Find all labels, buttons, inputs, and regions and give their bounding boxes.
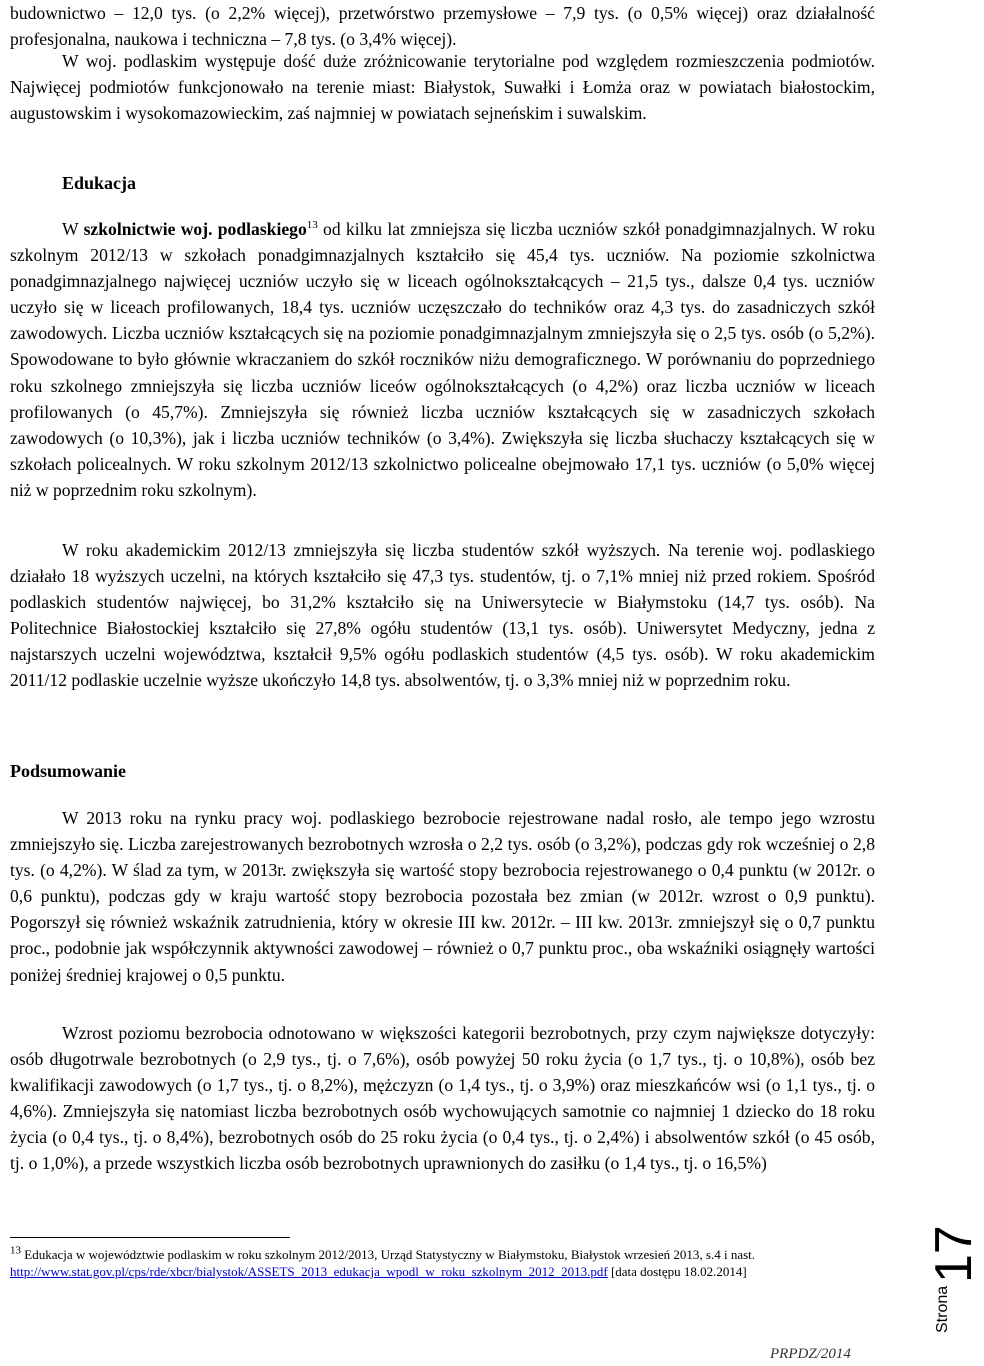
footnote-text: Edukacja w województwie podlaskim w roku szkolnym 2012/2013, Urząd Statystyczny w Białymstoku, Białystok wrzesień 2013, s.4 i nast. bbox=[21, 1247, 756, 1262]
paragraph-higher-education: W roku akademickim 2012/13 zmniejszyła się liczba studentów szkół wyższych. Na terenie woj. podlaskiego działało 18 wyższych uczelni, na których kształciło się 47,3 tys. studentów, tj. o 7,1% mniej niż przed rokiem. Spośród podlaskich studentów najwięcej, bo 31,2% kształciło się na Uniwersytecie w Białymstoku (14,7 tys. osób). Na Politechnice Białostockiej kształciło się 27,8% ogółu studentów (13,1 tys. osób). Uniwersytet Medyczny, jedna z najstarszych uczelni województwa, kształcił 9,5% ogółu podlaskich studentów (4,5 tys. osób). W roku akademickim 2011/12 podlaskie uczelnie wyższe ukończyło 14,8 tys. absolwentów, tj. o 3,3% mniej niż w poprzednim roku. bbox=[10, 540, 875, 691]
footnote-link[interactable]: http://www.stat.gov.pl/cps/rde/xbcr/bialystok/ASSETS_2013_edukacja_wpodl_w_roku_szkolnym_2012_2013.pdf bbox=[10, 1264, 608, 1279]
paragraph-summary-2: Wzrost poziomu bezrobocia odnotowano w większości kategorii bezrobotnych, przy czym największe dotyczyły: osób długotrwale bezrobotnych (o 2,9 tys., tj. o 7,6%), osób powyżej 50 roku życia (o 1,7 tys., tj. o 10,8%), osób bez kwalifikacji zawodowych (o 1,7 tys., tj. o 8,2%), mężczyzn (o 1,4 tys., tj. o 3,9%) oraz mieszkańców wsi (o 1,1 tys., tj. o 4,6%). Zmniejszyła się natomiast liczba bezrobotnych osób wychowujących samotnie co najmniej 1 dziecko do 18 roku życia (o 0,4 tys., tj. o 8,4%), bezrobotnych osób do 25 roku życia (o 0,4 tys., tj. o 2,4%) i absolwentów szkół (o 45 osób, tj. o 1,0%), a przede wszystkich liczba osób bezrobotnych uprawnionych do zasiłku (o 1,4 tys., tj. o 16,5%) bbox=[10, 1023, 875, 1174]
footnote-ref-13[interactable]: 13 bbox=[306, 219, 318, 232]
footnote-divider bbox=[10, 1237, 290, 1238]
paragraph-industries: budownictwo – 12,0 tys. (o 2,2% więcej), przetwórstwo przemysłowe – 7,9 tys. (o 0,5% więcej) oraz działalność profesjonalna, naukowa i techniczna – 7,8 tys. (o 3,4% więcej). bbox=[10, 3, 875, 50]
section-heading-education: Edukacja bbox=[62, 173, 137, 193]
footnote-13 bbox=[10, 1246, 870, 1280]
document-code: PRPDZ/2014 bbox=[770, 1346, 851, 1362]
education-body: od kilku lat zmniejsza się liczba uczniów szkół ponadgimnazjalnych. W roku szkolnym 2012/13 w szkołach ponadgimnazjalnych kształciło się 45,4 tys. uczniów. Na poziomie szkolnictwa ponadgimnazjalnego najwięcej uczniów uczyło się w liceach ogólnokształcących – 21,5 tys., dalsze 0,4 tys. uczniów uczyło się w liceach profilowanych, 18,4 tys. uczniów uczęszczało do techników oraz 4,3 tys. do zasadniczych szkół zawodowych. Liczba uczniów kształcących się na poziomie ponadgimnazjalnym zmniejszyła się o 2,5 tys. osób (o 5,2%). Spowodowane to było głównie wkraczaniem do szkół roczników niżu demograficznego. W porównaniu do poprzedniego roku szkolnego zmniejszyła się liczba uczniów liceów ogólnokształcących (o 4,2%) oraz liczba uczniów w liceach profilowanych (o 45,7%). Zmniejszyła się również liczba uczniów kształcących się w zasadniczych szkołach zawodowych (o 10,3%), jak i liczba uczniów techników (o 3,4%). Zwiększyła się liczba słuchaczy kształcących się w szkołach policealnych. W roku szkolnym 2012/13 szkolnictwo policealne obejmowało 17,1 tys. uczniów (o 5,0% więcej niż w poprzednim roku szkolnym). bbox=[10, 219, 875, 500]
footnote-access-date: [data dostępu 18.02.2014] bbox=[607, 1264, 747, 1279]
paragraph-territorial: W woj. podlaskim występuje dość duże zróżnicowanie terytorialne pod względem rozmieszczenia podmiotów. Najwięcej podmiotów funkcjonowało na terenie miast: Białystok, Suwałki i Łomża oraz w powiatach białostockim, augustowskim i wysokomazowieckim, zaś najmniej w powiatach sejneńskim i suwalskim. bbox=[10, 51, 875, 124]
paragraph-education bbox=[10, 216, 875, 503]
education-lead: W bbox=[62, 219, 84, 239]
footnote-mark: 13 bbox=[10, 1244, 21, 1257]
section-heading-summary: Podsumowanie bbox=[10, 761, 127, 781]
page-number: 17 bbox=[925, 1225, 983, 1283]
page-number-block bbox=[898, 1205, 983, 1345]
page-label: Strona bbox=[934, 1285, 951, 1333]
education-lead-bold: szkolnictwie woj. podlaskiego bbox=[83, 219, 307, 239]
paragraph-summary-1: W 2013 roku na rynku pracy woj. podlaskiego bezrobocie rejestrowane nadal rosło, ale tempo jego wzrostu zmniejszyło się. Liczba zarejestrowanych bezrobotnych wzrosła o 2,2 tys. osób (o 3,2%), podczas gdy rok wcześniej o 2,8 tys. (o 4,2%). W ślad za tym, w 2013r. zwiększyła się wartość stopy bezrobocia rejestrowanego o 0,4 punktu (w 2012r. o 0,6 punktu), podczas gdy w kraju wartość stopy bezrobocia pozostała bez zmian (w 2012r. wzrost o 0,9 punktu). Pogorszył się również wskaźnik zatrudnienia, który w okresie III kw. 2012r. – III kw. 2013r. zmniejszył się o 0,7 punktu proc., podobnie jak współczynnik aktywności zawodowej – również o 0,7 punktu proc., oba wskaźniki osiągnęły wartości poniżej średniej krajowej o 0,5 punktu. bbox=[10, 808, 875, 985]
